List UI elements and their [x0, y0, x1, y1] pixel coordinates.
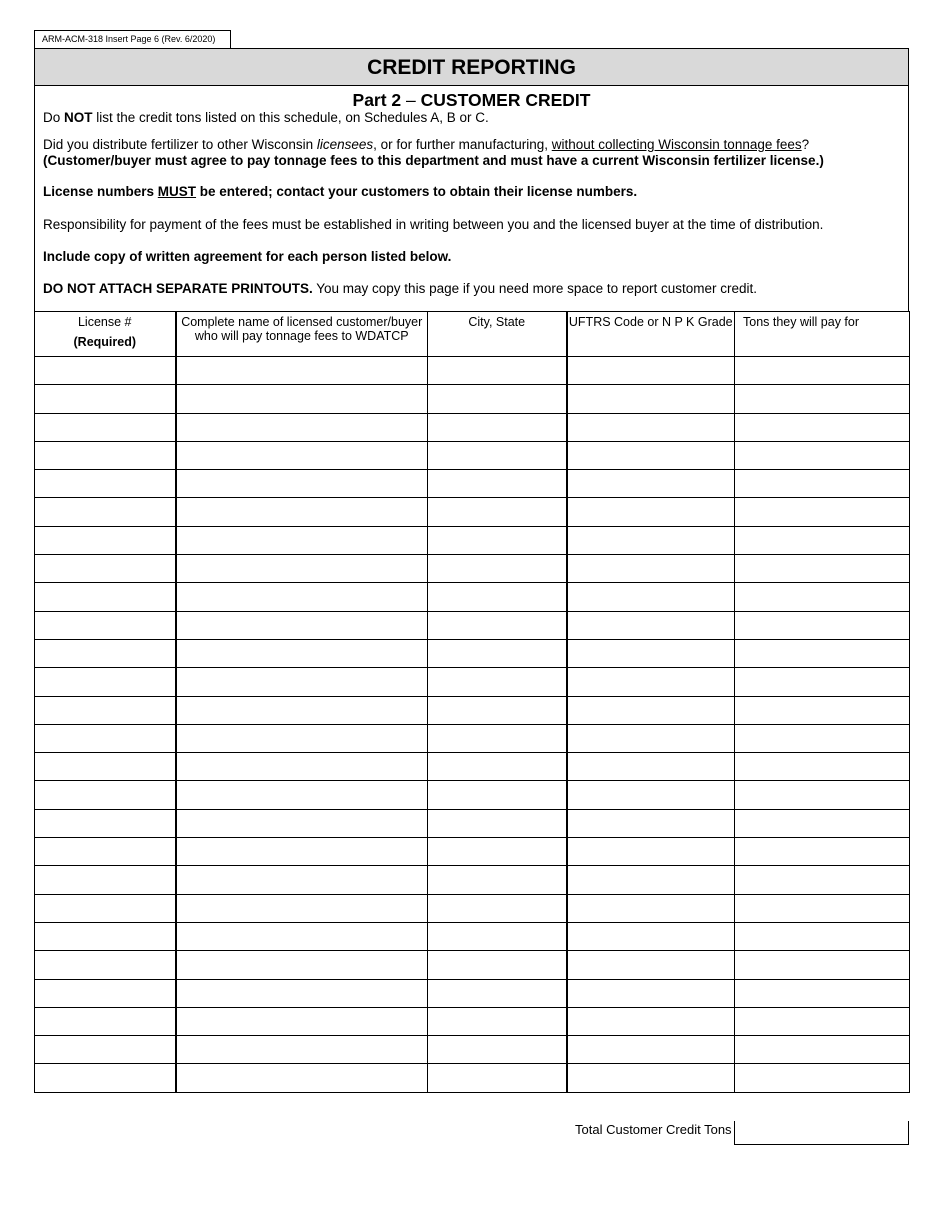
license-cell[interactable] — [35, 1007, 176, 1035]
uftrs-code-cell[interactable] — [567, 1007, 735, 1035]
table-row — [35, 555, 910, 583]
tons-cell[interactable] — [735, 668, 910, 696]
uftrs-code-cell[interactable] — [567, 413, 735, 441]
customer-name-cell[interactable] — [176, 441, 428, 469]
tons-cell[interactable] — [735, 922, 910, 950]
table-row — [35, 724, 910, 752]
customer-name-cell[interactable] — [176, 696, 428, 724]
uftrs-code-cell[interactable] — [567, 838, 735, 866]
city-state-cell[interactable] — [428, 470, 567, 498]
city-state-cell[interactable] — [428, 1007, 567, 1035]
customer-name-cell[interactable] — [176, 385, 428, 413]
city-state-cell[interactable] — [428, 866, 567, 894]
column-header-uftrs-code: UFTRS Code or N P K Grade — [567, 312, 735, 357]
table-row — [35, 922, 910, 950]
tons-cell[interactable] — [735, 498, 910, 526]
subtitle-name: CUSTOMER CREDIT — [420, 90, 591, 110]
customer-name-cell[interactable] — [176, 498, 428, 526]
uftrs-code-cell[interactable] — [567, 753, 735, 781]
city-state-cell[interactable] — [428, 611, 567, 639]
tons-cell[interactable] — [735, 724, 910, 752]
city-state-cell[interactable] — [428, 385, 567, 413]
license-cell[interactable] — [35, 526, 176, 554]
tons-cell[interactable] — [735, 696, 910, 724]
uftrs-code-cell[interactable] — [567, 357, 735, 385]
table-row — [35, 526, 910, 554]
subtitle-dash: – — [406, 90, 416, 110]
license-cell[interactable] — [35, 922, 176, 950]
city-state-cell[interactable] — [428, 583, 567, 611]
license-cell[interactable] — [35, 470, 176, 498]
uftrs-code-cell[interactable] — [567, 1064, 735, 1092]
license-cell[interactable] — [35, 753, 176, 781]
customer-name-cell[interactable] — [176, 668, 428, 696]
instruction-responsibility: Responsibility for payment of the fees must be established in writing between you and the licensed buyer at the time of distribution. — [43, 217, 824, 232]
city-state-cell[interactable] — [428, 555, 567, 583]
tons-cell[interactable] — [735, 894, 910, 922]
customer-name-cell[interactable] — [176, 753, 428, 781]
uftrs-code-cell[interactable] — [567, 583, 735, 611]
city-state-cell[interactable] — [428, 357, 567, 385]
city-state-cell[interactable] — [428, 526, 567, 554]
city-state-cell[interactable] — [428, 498, 567, 526]
tons-cell[interactable] — [735, 1007, 910, 1035]
table-row — [35, 639, 910, 667]
table-row — [35, 979, 910, 1007]
license-cell[interactable] — [35, 668, 176, 696]
customer-name-cell[interactable] — [176, 809, 428, 837]
tons-cell[interactable] — [735, 1036, 910, 1064]
tons-cell[interactable] — [735, 470, 910, 498]
customer-name-cell[interactable] — [176, 526, 428, 554]
city-state-cell[interactable] — [428, 724, 567, 752]
customer-name-cell[interactable] — [176, 413, 428, 441]
instruction-distribute-question: Did you distribute fertilizer to other Wisconsin licensees, or for further manufacturing, without collecting Wisconsin tonnage fees? — [43, 137, 810, 152]
city-state-cell[interactable] — [428, 781, 567, 809]
customer-name-cell[interactable] — [176, 470, 428, 498]
city-state-cell[interactable] — [428, 696, 567, 724]
tons-cell[interactable] — [735, 441, 910, 469]
uftrs-code-cell[interactable] — [567, 441, 735, 469]
uftrs-code-cell[interactable] — [567, 498, 735, 526]
license-cell[interactable] — [35, 979, 176, 1007]
uftrs-code-cell[interactable] — [567, 668, 735, 696]
customer-name-cell[interactable] — [176, 979, 428, 1007]
tons-cell[interactable] — [735, 1064, 910, 1092]
table-row — [35, 753, 910, 781]
city-state-cell[interactable] — [428, 668, 567, 696]
table-row — [35, 611, 910, 639]
uftrs-code-cell[interactable] — [567, 866, 735, 894]
form-header — [34, 48, 909, 312]
uftrs-code-cell[interactable] — [567, 809, 735, 837]
table-row — [35, 498, 910, 526]
license-cell[interactable] — [35, 809, 176, 837]
city-state-cell[interactable] — [428, 1064, 567, 1092]
section-subtitle — [35, 90, 908, 110]
uftrs-code-cell[interactable] — [567, 639, 735, 667]
tons-cell[interactable] — [735, 611, 910, 639]
table-row — [35, 809, 910, 837]
tons-cell[interactable] — [735, 385, 910, 413]
uftrs-code-cell[interactable] — [567, 470, 735, 498]
city-state-cell[interactable] — [428, 1036, 567, 1064]
city-state-cell[interactable] — [428, 894, 567, 922]
tons-cell[interactable] — [735, 413, 910, 441]
uftrs-code-cell[interactable] — [567, 922, 735, 950]
customer-name-cell[interactable] — [176, 922, 428, 950]
table-row — [35, 838, 910, 866]
table-row — [35, 668, 910, 696]
tons-cell[interactable] — [735, 555, 910, 583]
customer-name-cell[interactable] — [176, 555, 428, 583]
table-row — [35, 1064, 910, 1092]
city-state-cell[interactable] — [428, 838, 567, 866]
instruction-customer-agree: (Customer/buyer must agree to pay tonnage fees to this department and must have a current Wisconsin fertilizer license.) — [43, 153, 824, 168]
tons-cell[interactable] — [735, 781, 910, 809]
license-cell[interactable] — [35, 781, 176, 809]
license-cell[interactable] — [35, 696, 176, 724]
license-cell[interactable] — [35, 611, 176, 639]
customer-name-cell[interactable] — [176, 781, 428, 809]
license-cell[interactable] — [35, 413, 176, 441]
customer-name-cell[interactable] — [176, 1064, 428, 1092]
tons-cell[interactable] — [735, 583, 910, 611]
uftrs-code-cell[interactable] — [567, 781, 735, 809]
customer-name-cell[interactable] — [176, 611, 428, 639]
city-state-cell[interactable] — [428, 809, 567, 837]
uftrs-code-cell[interactable] — [567, 611, 735, 639]
instruction-include-copy: Include copy of written agreement for each person listed below. — [43, 249, 452, 264]
uftrs-code-cell[interactable] — [567, 951, 735, 979]
total-tons-field[interactable] — [734, 1121, 909, 1145]
customer-name-cell[interactable] — [176, 866, 428, 894]
uftrs-code-cell[interactable] — [567, 555, 735, 583]
table-row — [35, 951, 910, 979]
table-header-row — [35, 312, 910, 357]
table-row — [35, 413, 910, 441]
tons-cell[interactable] — [735, 838, 910, 866]
table-row — [35, 583, 910, 611]
customer-name-cell[interactable] — [176, 894, 428, 922]
table-row — [35, 781, 910, 809]
customer-name-cell[interactable] — [176, 1007, 428, 1035]
table-row — [35, 696, 910, 724]
uftrs-code-cell[interactable] — [567, 696, 735, 724]
customer-name-cell[interactable] — [176, 357, 428, 385]
instruction-license-numbers: License numbers MUST be entered; contact your customers to obtain their license numbers. — [43, 184, 638, 199]
tons-cell[interactable] — [735, 979, 910, 1007]
license-cell[interactable] — [35, 866, 176, 894]
tons-cell[interactable] — [735, 526, 910, 554]
license-cell[interactable] — [35, 357, 176, 385]
customer-name-cell[interactable] — [176, 724, 428, 752]
table-body — [35, 357, 910, 1093]
city-state-cell[interactable] — [428, 441, 567, 469]
city-state-cell[interactable] — [428, 413, 567, 441]
uftrs-code-cell[interactable] — [567, 724, 735, 752]
customer-name-cell[interactable] — [176, 583, 428, 611]
tons-cell[interactable] — [735, 639, 910, 667]
license-cell[interactable] — [35, 894, 176, 922]
form-id-tab: ARM-ACM-318 Insert Page 6 (Rev. 6/2020) — [34, 30, 231, 48]
customer-name-cell[interactable] — [176, 838, 428, 866]
tons-cell[interactable] — [735, 357, 910, 385]
license-cell[interactable] — [35, 498, 176, 526]
tons-cell[interactable] — [735, 866, 910, 894]
column-header-city-state: City, State — [428, 312, 567, 357]
total-label: Total Customer Credit Tons — [575, 1122, 732, 1137]
table-row — [35, 441, 910, 469]
city-state-cell[interactable] — [428, 753, 567, 781]
table-row — [35, 470, 910, 498]
city-state-cell[interactable] — [428, 639, 567, 667]
column-header-tons: Tons they will pay for — [735, 312, 910, 357]
uftrs-code-cell[interactable] — [567, 526, 735, 554]
instruction-printouts: DO NOT ATTACH SEPARATE PRINTOUTS. You may copy this page if you need more space to report customer credit. — [43, 281, 757, 296]
table-row — [35, 1036, 910, 1064]
license-cell[interactable] — [35, 724, 176, 752]
customer-credit-table — [34, 311, 910, 1093]
uftrs-code-cell[interactable] — [567, 385, 735, 413]
table-row — [35, 357, 910, 385]
license-cell[interactable] — [35, 951, 176, 979]
instruction-do-not-list: Do NOT list the credit tons listed on this schedule, on Schedules A, B or C. — [43, 110, 489, 125]
table-row — [35, 866, 910, 894]
license-cell[interactable] — [35, 385, 176, 413]
customer-name-cell[interactable] — [176, 1036, 428, 1064]
tons-cell[interactable] — [735, 951, 910, 979]
table-row — [35, 894, 910, 922]
license-cell[interactable] — [35, 583, 176, 611]
city-state-cell[interactable] — [428, 979, 567, 1007]
license-cell[interactable] — [35, 838, 176, 866]
uftrs-code-cell[interactable] — [567, 894, 735, 922]
city-state-cell[interactable] — [428, 951, 567, 979]
tons-cell[interactable] — [735, 753, 910, 781]
tons-cell[interactable] — [735, 809, 910, 837]
license-cell[interactable] — [35, 1064, 176, 1092]
license-cell[interactable] — [35, 441, 176, 469]
license-cell[interactable] — [35, 1036, 176, 1064]
license-cell[interactable] — [35, 555, 176, 583]
table-row — [35, 385, 910, 413]
customer-name-cell[interactable] — [176, 639, 428, 667]
city-state-cell[interactable] — [428, 922, 567, 950]
subtitle-part: Part 2 — [352, 90, 402, 110]
uftrs-code-cell[interactable] — [567, 979, 735, 1007]
table-row — [35, 1007, 910, 1035]
page-title: CREDIT REPORTING — [35, 49, 908, 86]
column-header-customer-name: Complete name of licensed customer/buyer who will pay tonnage fees to WDATCP — [176, 312, 428, 357]
license-cell[interactable] — [35, 639, 176, 667]
customer-name-cell[interactable] — [176, 951, 428, 979]
column-header-license: License # (Required) — [35, 312, 176, 357]
uftrs-code-cell[interactable] — [567, 1036, 735, 1064]
